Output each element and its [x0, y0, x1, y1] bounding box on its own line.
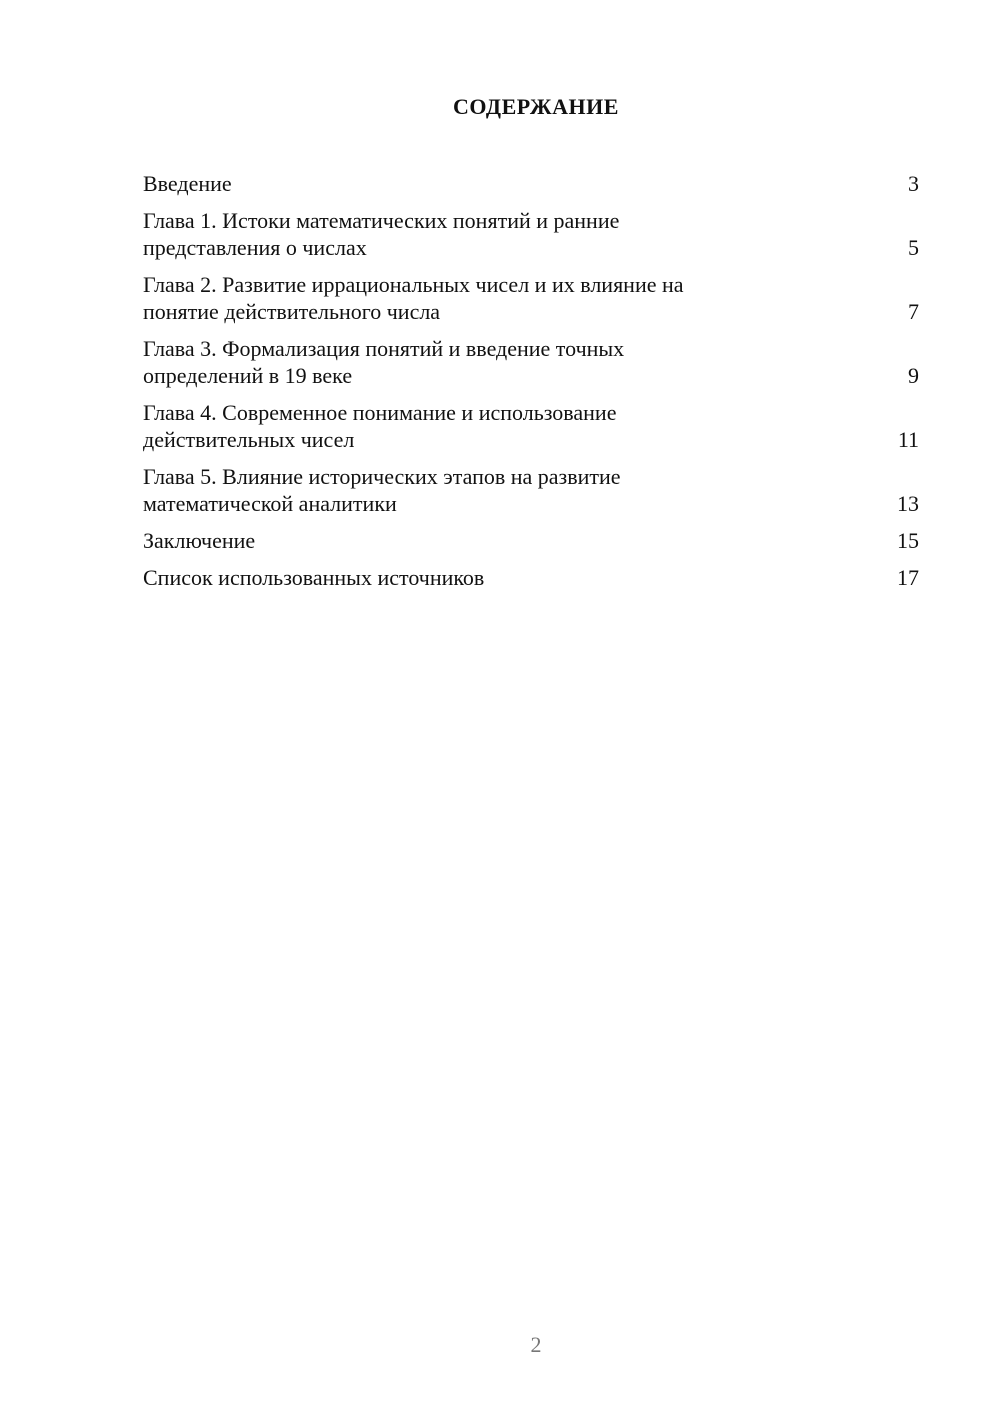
toc-list	[143, 170, 919, 601]
toc-entry-references	[143, 564, 919, 591]
toc-entry-chapter-4	[143, 399, 919, 453]
toc-entry-page: 9	[908, 363, 919, 388]
toc-entry-line: понятие действительного числа	[143, 299, 441, 324]
toc-entry-line: Глава 1. Истоки математических понятий и ранние	[143, 208, 620, 233]
toc-entry-label	[143, 527, 889, 554]
toc-entry-label	[143, 271, 889, 325]
toc-entry-label	[143, 463, 889, 517]
page-number: 2	[530, 1332, 542, 1357]
toc-entry-page: 15	[897, 528, 919, 553]
toc-entry-line: действительных чисел	[143, 427, 355, 452]
toc-entry-label	[143, 335, 889, 389]
toc-entry-chapter-1	[143, 207, 919, 261]
toc-entry-line: Глава 2. Развитие иррациональных чисел и их влияние на	[143, 272, 684, 297]
toc-entry-chapter-2	[143, 271, 919, 325]
toc-entry-line: определений в 19 веке	[143, 363, 353, 388]
toc-entry-page: 3	[908, 171, 919, 196]
toc-entry-page: 7	[908, 299, 919, 324]
toc-entry-label	[143, 399, 889, 453]
toc-entry-line: математической аналитики	[143, 491, 397, 516]
toc-entry-conclusion	[143, 527, 919, 554]
toc-entry-line: Введение	[143, 171, 232, 196]
toc-entry-line: Список использованных источников	[143, 565, 485, 590]
toc-entry-page: 11	[897, 427, 919, 452]
toc-entry-label	[143, 170, 889, 197]
toc-entry-line: Глава 3. Формализация понятий и введение точных	[143, 336, 625, 361]
toc-entry-page: 13	[897, 491, 919, 516]
toc-entry-label	[143, 564, 889, 591]
toc-entry-line: Глава 4. Современное понимание и использование	[143, 400, 617, 425]
toc-entry-line: Заключение	[143, 528, 256, 553]
toc-entry-chapter-3	[143, 335, 919, 389]
toc-entry-line: Глава 5. Влияние исторических этапов на развитие	[143, 464, 621, 489]
toc-entry-page: 5	[908, 235, 919, 260]
toc-entry-introduction	[143, 170, 919, 197]
toc-entry-chapter-5	[143, 463, 919, 517]
toc-entry-line: представления о числах	[143, 235, 367, 260]
toc-title: СОДЕРЖАНИЕ	[453, 94, 619, 119]
toc-entry-page: 17	[897, 565, 919, 590]
toc-entry-label	[143, 207, 889, 261]
